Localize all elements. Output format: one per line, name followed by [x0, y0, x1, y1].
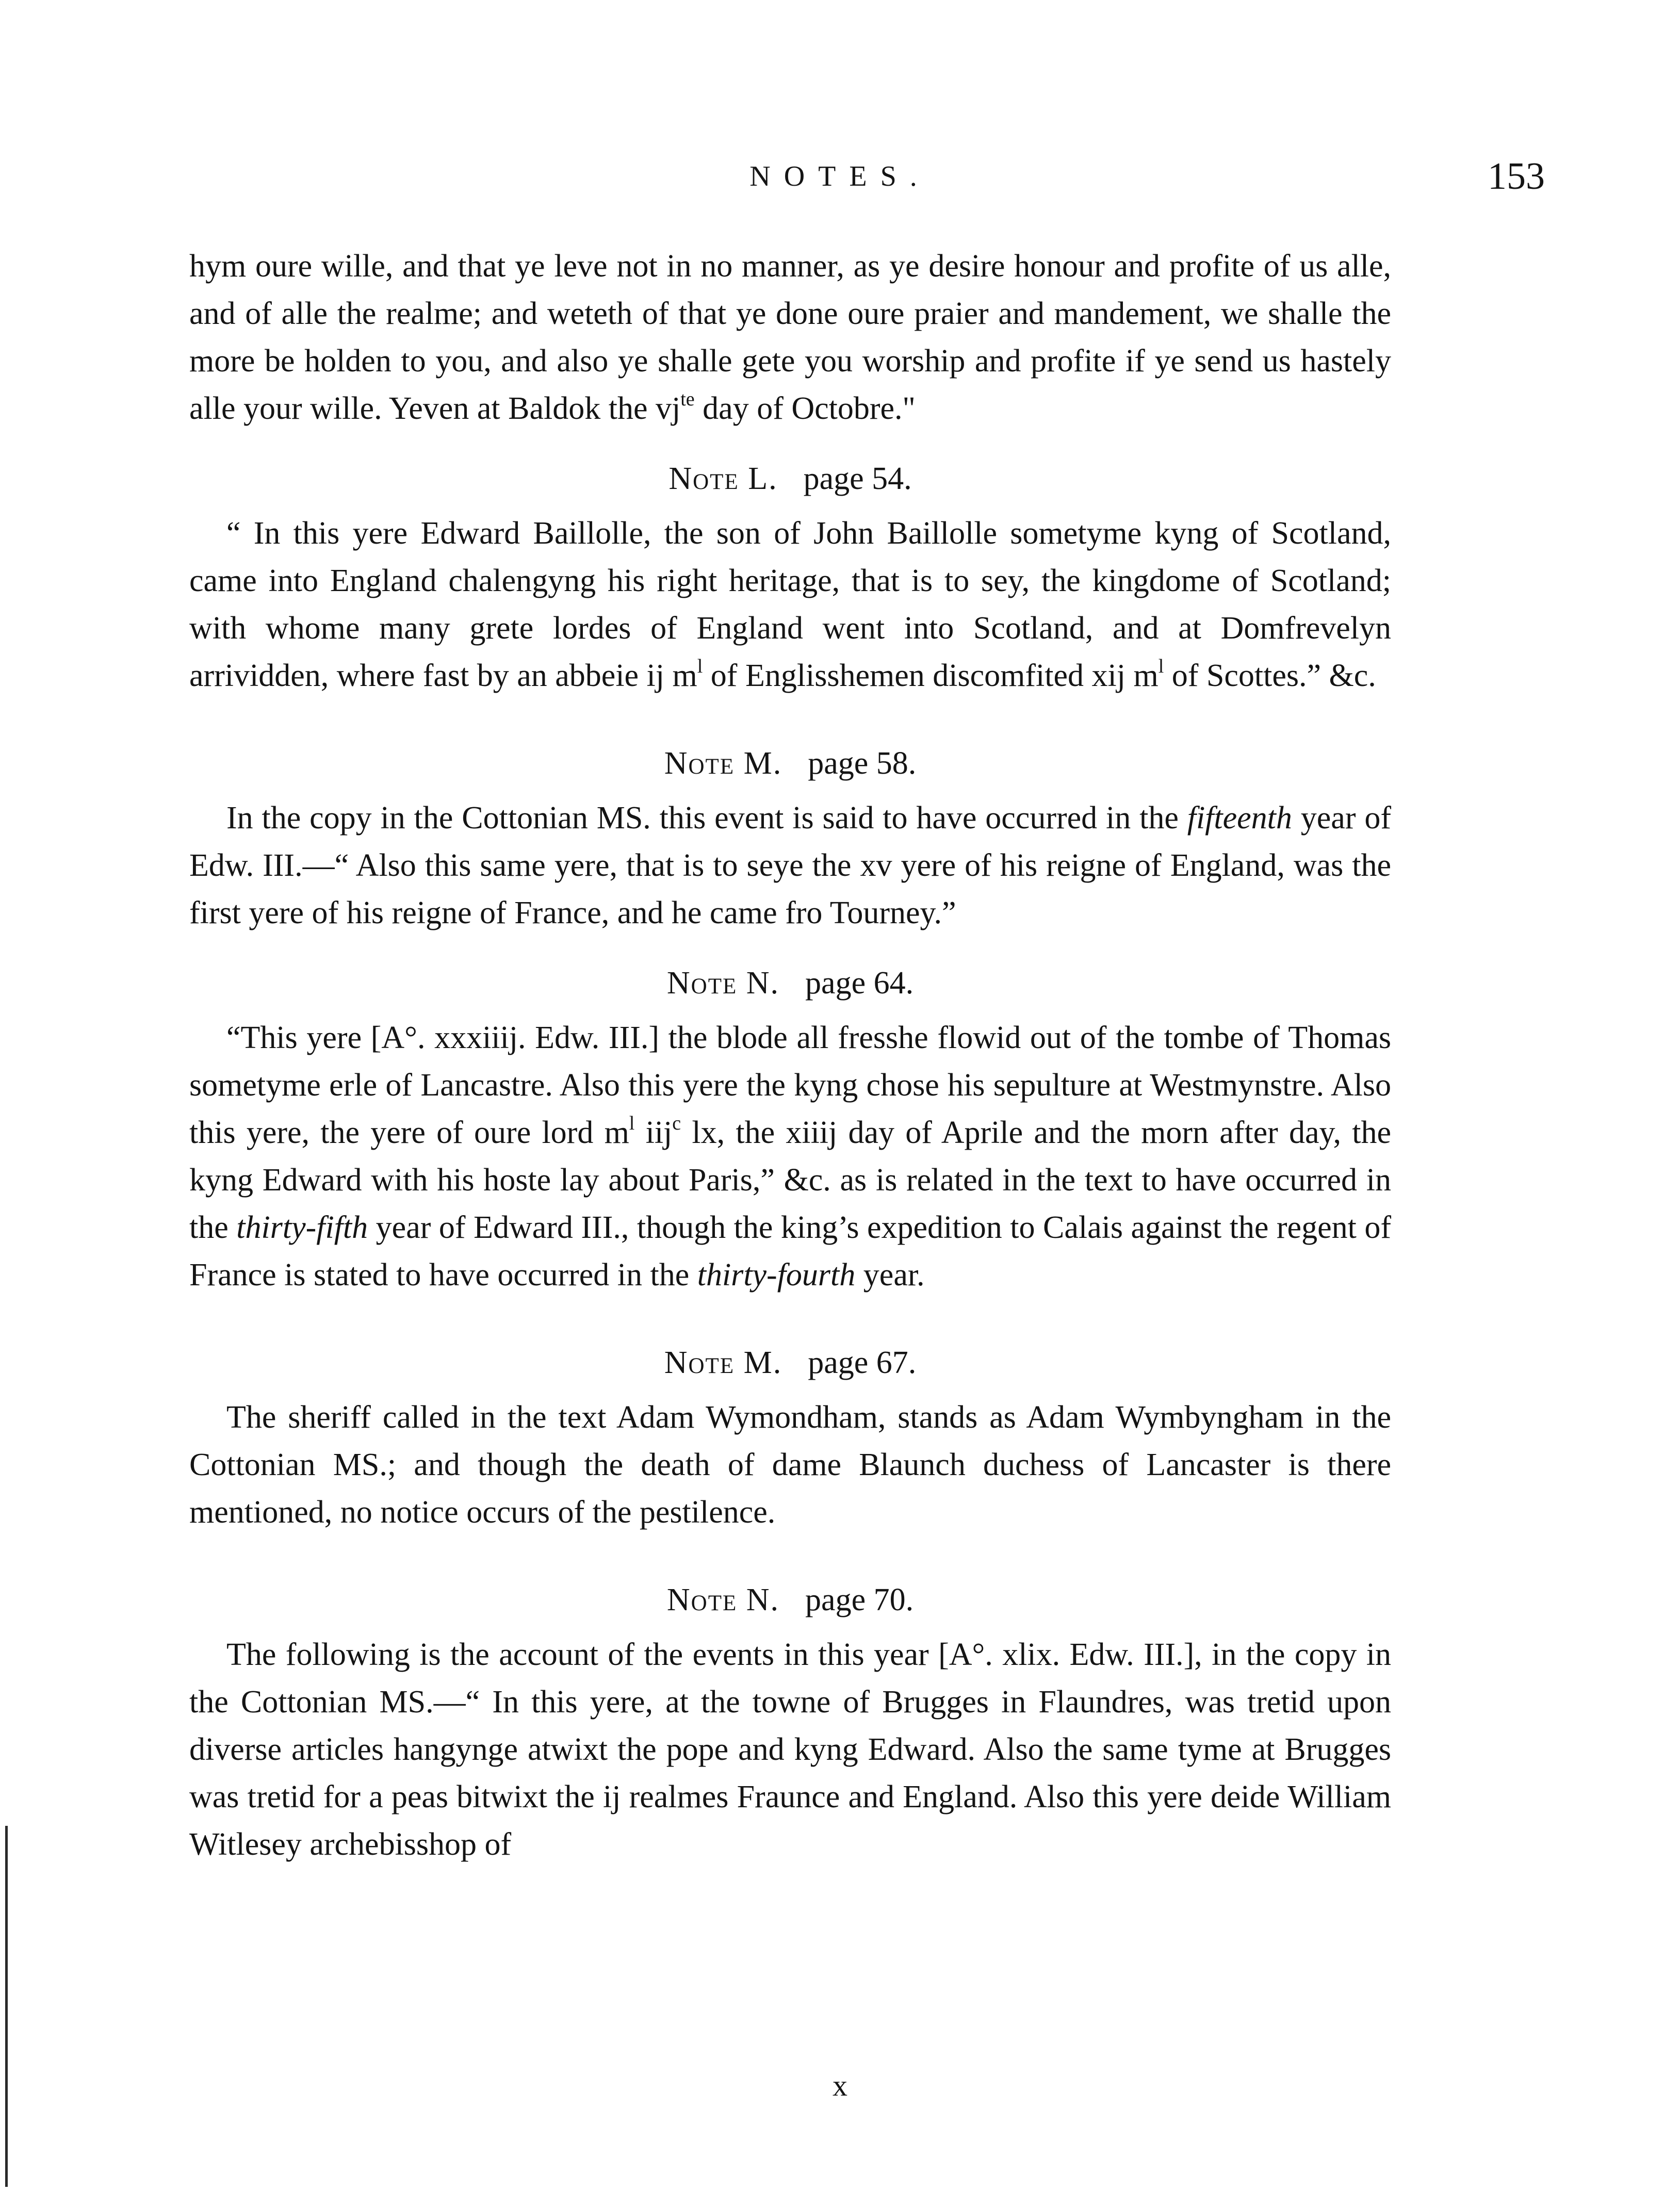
continuation-text-end: day of Octobre." [694, 391, 916, 426]
note-text-segment: “ In this yere Edward Baillolle, the son of John Baillolle sometyme kyng of Scotland, came into England chalengyng his right heritage, that is to sey, the kingdome of Scotland; with whome many grete lordes of England went into Scotland, and at Domfrevelyn arrividden, where fast by an abbeie ij m [189, 516, 1391, 693]
note-label: Note M. [664, 1345, 782, 1380]
page-edge-line [5, 1826, 8, 2187]
note-label: Note M. [664, 746, 782, 781]
note-page-ref: page 70. [805, 1582, 914, 1617]
note-text-segment: of Englisshemen discomfited xij m [703, 658, 1159, 693]
note-page-ref: page 67. [808, 1345, 917, 1380]
note-l-text [189, 510, 1391, 699]
page-number: 153 [1488, 155, 1545, 198]
note-label: Note N. [666, 966, 780, 1001]
running-title: NOTES. [749, 160, 931, 192]
note-m-58-text [189, 794, 1391, 937]
signature-mark: x [833, 2069, 847, 2102]
note-label: Note L. [668, 461, 778, 496]
superscript-l: l [629, 1113, 635, 1134]
note-text-segment: iij [634, 1115, 673, 1150]
note-text-segment: of Scottes.” &c. [1164, 658, 1376, 693]
note-text-segment: In the copy in the Cottonian MS. this event is said to have occurred in the [226, 800, 1187, 836]
note-n-64-text [189, 1014, 1391, 1299]
note-text-segment: “This yere [A°. xxxiiij. Edw. III.] the blode all fresshe flowid out of the tombe of Thomas sometyme erle of Lancastre. Also this yere the kyng chose his sepulture at Westmynstre. Also this yere, the yere of oure lord m [189, 1020, 1391, 1150]
note-n-70-text [189, 1631, 1391, 1868]
superscript-l: l [1158, 656, 1164, 677]
note-page-ref: page 58. [808, 746, 917, 781]
note-text-segment: lx, the xiiij day of Aprile and the morn after day, the kyng Edward with his hoste lay about Paris,” &c. as is related in the text to have occurred in the [189, 1115, 1391, 1245]
body-text [189, 242, 1391, 1868]
note-text-segment: The sheriff called in the text Adam Wymondham, stands as Adam Wymbyngham in the Cottonian MS.; and though the death of dame Blaunch duchess of Lancaster is there mentioned, no notice occurs of the pestilence. [189, 1400, 1391, 1530]
superscript-l: l [697, 656, 703, 677]
note-heading-n-64 [189, 959, 1391, 1007]
note-text-segment: The following is the account of the events in this year [A°. xlix. Edw. III.], in the copy in the Cottonian MS.—“ In this yere, at the towne of Brugges in Flaundres, was tretid upon diverse articles hangynge atwixt the pope and kyng Edward. Also the same tyme at Brugges was tretid for a peas bitwixt the ij realmes Fraunce and England. Also this yere deide William Witlesey archebisshop of [189, 1637, 1391, 1862]
note-page-ref: page 64. [805, 966, 914, 1001]
superscript-c: c [672, 1113, 681, 1134]
note-page-ref: page 54. [803, 461, 912, 496]
note-text-segment: year of Edward III., though the king’s expedition to Calais against the regent of France is stated to have occurred in the [189, 1210, 1391, 1293]
note-heading-n-70 [189, 1576, 1391, 1624]
note-heading-l [189, 455, 1391, 502]
note-text-segment: year. [855, 1257, 925, 1293]
italic-thirty-fourth: thirty-fourth [697, 1257, 856, 1293]
note-m-67-text [189, 1394, 1391, 1536]
italic-thirty-fifth: thirty-fifth [236, 1210, 368, 1245]
continuation-text: hym oure wille, and that ye leve not in no manner, as ye desire honour and profite of us alle, and of alle the realme; and weteth of that ye done oure praier and mandement, we shalle the more be holden to you, and also ye shalle gete you worship and profite if ye send us hastely alle your wille. Yeven at Baldok the vj [189, 249, 1391, 426]
superscript-te: te [680, 388, 695, 410]
italic-fifteenth: fifteenth [1187, 800, 1292, 836]
note-heading-m-58 [189, 740, 1391, 787]
note-label: Note N. [666, 1582, 780, 1617]
note-text-segment: year of Edw. III.—“ Also this same yere, that is to seye the xv yere of his reigne of England, was the first yere of his reigne of France, and he came fro Tourney.” [189, 800, 1391, 930]
continuation-paragraph [189, 242, 1391, 432]
note-heading-m-67 [189, 1339, 1391, 1386]
